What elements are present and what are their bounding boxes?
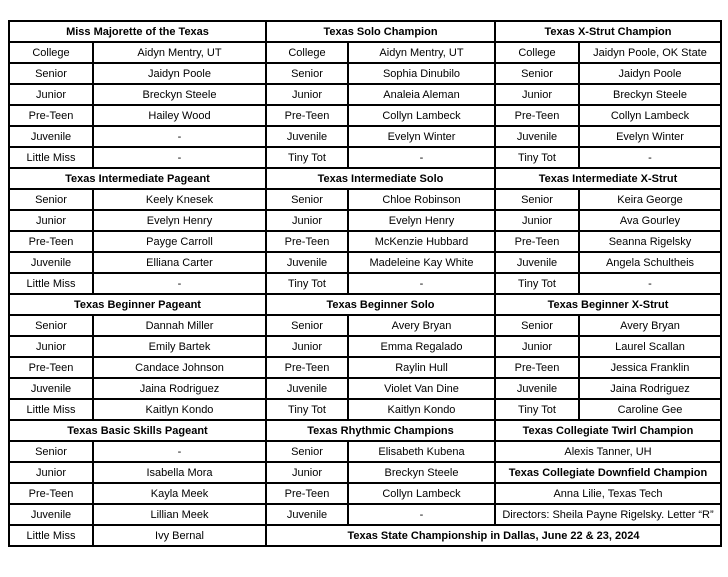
division-label: Senior xyxy=(266,63,348,84)
winner-cell: Violet Van Dine xyxy=(348,378,495,399)
table-row xyxy=(9,462,721,483)
division-label: Juvenile xyxy=(266,252,348,273)
table-row xyxy=(9,378,721,399)
division-label: Juvenile xyxy=(495,126,579,147)
division-label: Junior xyxy=(9,84,93,105)
division-label: College xyxy=(9,42,93,63)
winner-cell: Emily Bartek xyxy=(93,336,266,357)
division-label: Pre-Teen xyxy=(9,231,93,252)
table-row xyxy=(9,294,721,315)
winner-cell: Seanna Rigelsky xyxy=(579,231,721,252)
winner-cell: Candace Johnson xyxy=(93,357,266,378)
table-row xyxy=(9,21,721,42)
division-label: Tiny Tot xyxy=(266,399,348,420)
division-label: Junior xyxy=(266,336,348,357)
division-label: Junior xyxy=(266,210,348,231)
division-label: Senior xyxy=(495,189,579,210)
division-label: Tiny Tot xyxy=(495,147,579,168)
table-body xyxy=(9,21,721,546)
section-header: Texas Basic Skills Pageant xyxy=(9,420,266,441)
section-header: Texas Intermediate Pageant xyxy=(9,168,266,189)
winner-cell: Jessica Franklin xyxy=(579,357,721,378)
division-label: Senior xyxy=(495,63,579,84)
table-row xyxy=(9,483,721,504)
division-label: Little Miss xyxy=(9,147,93,168)
division-label: Little Miss xyxy=(9,399,93,420)
section-header: Texas Solo Champion xyxy=(266,21,495,42)
winner-cell: Laurel Scallan xyxy=(579,336,721,357)
championship-banner: Texas State Championship in Dallas, June 22 & 23, 2024 xyxy=(266,525,721,546)
winner-cell: Collyn Lambeck xyxy=(579,105,721,126)
table-row xyxy=(9,420,721,441)
winner-cell: Alexis Tanner, UH xyxy=(495,441,721,462)
winner-cell: - xyxy=(579,147,721,168)
winner-cell: Anna Lilie, Texas Tech xyxy=(495,483,721,504)
table-row xyxy=(9,504,721,525)
winner-cell: - xyxy=(348,504,495,525)
winner-cell: Evelyn Henry xyxy=(93,210,266,231)
table-row xyxy=(9,441,721,462)
winner-cell: Evelyn Winter xyxy=(348,126,495,147)
winner-cell: Analeia Aleman xyxy=(348,84,495,105)
division-label: Tiny Tot xyxy=(495,273,579,294)
winner-cell: - xyxy=(93,147,266,168)
winner-cell: Breckyn Steele xyxy=(348,462,495,483)
section-header: Texas Rhythmic Champions xyxy=(266,420,495,441)
division-label: Junior xyxy=(9,210,93,231)
division-label: Juvenile xyxy=(266,378,348,399)
winner-cell: Evelyn Henry xyxy=(348,210,495,231)
table-row xyxy=(9,231,721,252)
winner-cell: Keira George xyxy=(579,189,721,210)
division-label: Tiny Tot xyxy=(495,399,579,420)
winner-cell: Dannah Miller xyxy=(93,315,266,336)
division-label: Senior xyxy=(495,315,579,336)
winner-cell: Jaidyn Poole xyxy=(93,63,266,84)
table-row xyxy=(9,84,721,105)
winner-cell: Hailey Wood xyxy=(93,105,266,126)
division-label: Junior xyxy=(495,336,579,357)
division-label: Pre-Teen xyxy=(9,483,93,504)
table-row xyxy=(9,210,721,231)
division-label: Juvenile xyxy=(266,126,348,147)
division-label: Juvenile xyxy=(495,252,579,273)
division-label: Pre-Teen xyxy=(495,231,579,252)
results-table xyxy=(8,20,722,547)
table-row xyxy=(9,399,721,420)
directors-note: Directors: Sheila Payne Rigelsky. Letter “R” xyxy=(495,504,721,525)
section-header: Texas Collegiate Downfield Champion xyxy=(495,462,721,483)
division-label: Juvenile xyxy=(266,504,348,525)
section-header: Texas Beginner Solo xyxy=(266,294,495,315)
division-label: Senior xyxy=(9,441,93,462)
winner-cell: - xyxy=(348,273,495,294)
division-label: Pre-Teen xyxy=(266,483,348,504)
table-row xyxy=(9,42,721,63)
division-label: Pre-Teen xyxy=(266,357,348,378)
division-label: Juvenile xyxy=(9,504,93,525)
division-label: Senior xyxy=(266,315,348,336)
division-label: Junior xyxy=(266,462,348,483)
winner-cell: Chloe Robinson xyxy=(348,189,495,210)
division-label: Little Miss xyxy=(9,273,93,294)
results-sheet xyxy=(8,20,722,547)
table-row xyxy=(9,336,721,357)
division-label: Juvenile xyxy=(9,126,93,147)
division-label: Tiny Tot xyxy=(266,273,348,294)
winner-cell: Isabella Mora xyxy=(93,462,266,483)
division-label: Junior xyxy=(9,336,93,357)
section-header: Texas X-Strut Champion xyxy=(495,21,721,42)
division-label: Pre-Teen xyxy=(9,105,93,126)
section-header: Texas Collegiate Twirl Champion xyxy=(495,420,721,441)
division-label: Little Miss xyxy=(9,525,93,546)
winner-cell: Sophia Dinubilo xyxy=(348,63,495,84)
winner-cell: Kaitlyn Kondo xyxy=(93,399,266,420)
division-label: Junior xyxy=(495,84,579,105)
winner-cell: Lillian Meek xyxy=(93,504,266,525)
winner-cell: Jaina Rodriguez xyxy=(93,378,266,399)
section-header: Miss Majorette of the Texas xyxy=(9,21,266,42)
winner-cell: Madeleine Kay White xyxy=(348,252,495,273)
winner-cell: Collyn Lambeck xyxy=(348,105,495,126)
winner-cell: Jaidyn Poole, OK State xyxy=(579,42,721,63)
winner-cell: - xyxy=(93,273,266,294)
division-label: Pre-Teen xyxy=(9,357,93,378)
division-label: Juvenile xyxy=(495,378,579,399)
division-label: Senior xyxy=(9,315,93,336)
division-label: Tiny Tot xyxy=(266,147,348,168)
division-label: College xyxy=(495,42,579,63)
winner-cell: Ivy Bernal xyxy=(93,525,266,546)
winner-cell: - xyxy=(579,273,721,294)
winner-cell: Aidyn Mentry, UT xyxy=(348,42,495,63)
winner-cell: Breckyn Steele xyxy=(93,84,266,105)
table-row xyxy=(9,252,721,273)
winner-cell: Ava Gourley xyxy=(579,210,721,231)
winner-cell: Payge Carroll xyxy=(93,231,266,252)
winner-cell: - xyxy=(348,147,495,168)
division-label: Pre-Teen xyxy=(495,357,579,378)
division-label: Senior xyxy=(9,189,93,210)
division-label: Senior xyxy=(266,189,348,210)
division-label: Junior xyxy=(9,462,93,483)
table-row xyxy=(9,168,721,189)
winner-cell: Evelyn Winter xyxy=(579,126,721,147)
winner-cell: Aidyn Mentry, UT xyxy=(93,42,266,63)
division-label: Juvenile xyxy=(9,378,93,399)
division-label: Pre-Teen xyxy=(266,105,348,126)
division-label: Juvenile xyxy=(9,252,93,273)
section-header: Texas Intermediate X-Strut xyxy=(495,168,721,189)
division-label: Pre-Teen xyxy=(266,231,348,252)
winner-cell: Breckyn Steele xyxy=(579,84,721,105)
division-label: College xyxy=(266,42,348,63)
division-label: Senior xyxy=(266,441,348,462)
table-row xyxy=(9,315,721,336)
winner-cell: Angela Schultheis xyxy=(579,252,721,273)
winner-cell: Kaitlyn Kondo xyxy=(348,399,495,420)
winner-cell: Raylin Hull xyxy=(348,357,495,378)
winner-cell: - xyxy=(93,126,266,147)
winner-cell: McKenzie Hubbard xyxy=(348,231,495,252)
table-row xyxy=(9,147,721,168)
table-row xyxy=(9,273,721,294)
table-row xyxy=(9,357,721,378)
winner-cell: Jaidyn Poole xyxy=(579,63,721,84)
table-row xyxy=(9,189,721,210)
section-header: Texas Beginner Pageant xyxy=(9,294,266,315)
section-header: Texas Intermediate Solo xyxy=(266,168,495,189)
division-label: Senior xyxy=(9,63,93,84)
winner-cell: Avery Bryan xyxy=(579,315,721,336)
winner-cell: Emma Regalado xyxy=(348,336,495,357)
winner-cell: Caroline Gee xyxy=(579,399,721,420)
section-header: Texas Beginner X-Strut xyxy=(495,294,721,315)
division-label: Pre-Teen xyxy=(495,105,579,126)
table-row xyxy=(9,126,721,147)
table-row xyxy=(9,105,721,126)
winner-cell: Keely Knesek xyxy=(93,189,266,210)
winner-cell: Elliana Carter xyxy=(93,252,266,273)
table-row xyxy=(9,63,721,84)
table-row xyxy=(9,525,721,546)
winner-cell: Avery Bryan xyxy=(348,315,495,336)
winner-cell: Kayla Meek xyxy=(93,483,266,504)
winner-cell: Jaina Rodriguez xyxy=(579,378,721,399)
division-label: Junior xyxy=(266,84,348,105)
winner-cell: Elisabeth Kubena xyxy=(348,441,495,462)
winner-cell: Collyn Lambeck xyxy=(348,483,495,504)
division-label: Junior xyxy=(495,210,579,231)
winner-cell: - xyxy=(93,441,266,462)
